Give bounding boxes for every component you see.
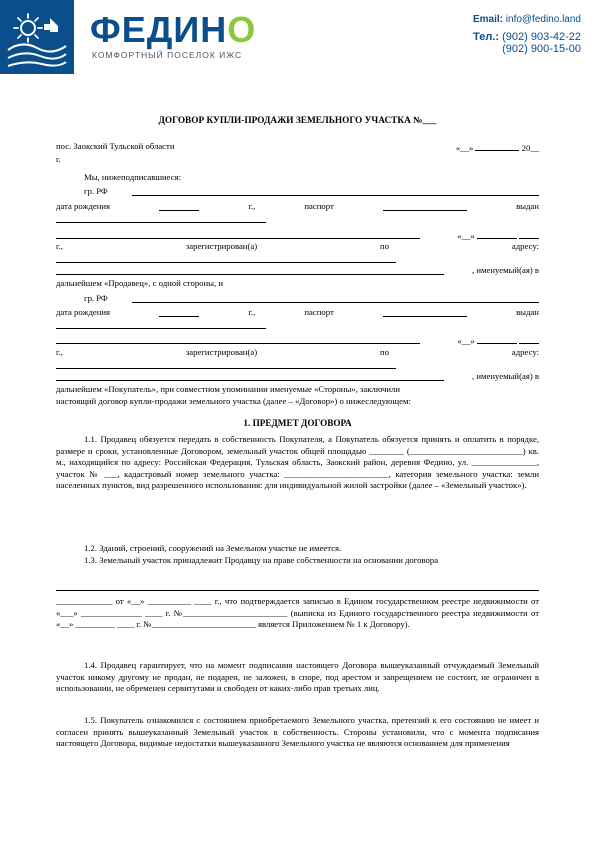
seller-address-underline bbox=[56, 262, 396, 263]
buyer-issued-date-line: «__» bbox=[56, 334, 539, 347]
seller-issued-underline bbox=[56, 222, 266, 223]
intro-we: Мы, нижеподписавшиеся: bbox=[84, 172, 182, 182]
clause-1-3-underline bbox=[56, 590, 539, 591]
brand-tagline: КОМФОРТНЫЙ ПОСЕЛОК ИЖС bbox=[92, 50, 243, 60]
date-text: «__» 20__ bbox=[455, 143, 539, 153]
seller-dob-line: дата рождения г., паспорт выдан bbox=[56, 201, 539, 211]
place-date-line bbox=[56, 141, 539, 154]
clause-1-2: 1.2. Зданий, строений, сооружений на Земельном участке не имеется. bbox=[84, 543, 342, 553]
phone-1[interactable]: (902) 903-42-22 bbox=[502, 31, 581, 43]
phone-2[interactable]: (902) 900-15-00 bbox=[502, 42, 581, 55]
buyer-named-line: , именуемый(ая) в bbox=[56, 371, 539, 382]
clause-1-5: 1.5. Покупатель ознакомился с состоянием приобретаемого Земельного участка, претензий к его состоянию не имеет и согласен принять вышеуказанный Земельный участок в собственность. Стороны установили, что с момента подписания настоящего Договора, видимые недостатки вышеуказанного Земельного участка не являются основанием для применения bbox=[56, 715, 539, 749]
seller-citizen-line: гр. РФ bbox=[84, 186, 539, 197]
brand-name: ФЕДИНО bbox=[90, 9, 257, 50]
seller-issued-date-line: «__» bbox=[56, 229, 539, 242]
buyer-dob-line: дата рождения г., паспорт выдан bbox=[56, 307, 539, 317]
clause-1-3: 1.3. Земельный участок принадлежит Продавцу на праве собственности на основании договора bbox=[84, 555, 439, 565]
phone-block: Тел.: (902) 903-42-22 (902) 900-15-00 bbox=[473, 31, 581, 55]
buyer-registered-line: г., зарегистрирован(а) по адресу: bbox=[56, 347, 539, 357]
logo-icon bbox=[0, 0, 74, 74]
seller-named-line: , именуемый(ая) в bbox=[56, 265, 539, 276]
clause-1-4: 1.4. Продавец гарантирует, что на момент подписания настоящего Договора вышеуказанный отчуждаемый Земельный участок никому другому не продан, не подарен, не заложен, в споре, под арестом и запрещением не состоит, не ограничен в использовании, не обременен сервитутами и свободен от каких-либо прав третьих лиц. bbox=[56, 660, 539, 694]
seller-role-text: дальнейшем «Продавец», с одной стороны, и bbox=[56, 278, 223, 288]
city-g: г. bbox=[56, 154, 61, 164]
buyer-role-text-1: дальнейшем «Покупатель», при совместном упоминании именуемые «Стороны», заключили bbox=[56, 384, 400, 394]
seller-registered-line: г., зарегистрирован(а) по адресу: bbox=[56, 241, 539, 251]
buyer-role-text-2: настоящий договор купли-продажи земельного участка (далее – «Договор») о нижеследующем: bbox=[56, 396, 411, 406]
clause-1-1: 1.1. Продавец обязуется передать в собственность Покупателя, а Покупатель обязуется принять и оплатить в порядке, размере и сроки, установленные Договором, земельный участок общей площадью ________ (__________________________) кв. м., находящийся по адресу: Российская Федерация, Тульская область, Заокский район, деревня Федино, ул. _______________, участок № ___, кадастровый номер земельного участка: ________________________, категория земельного участка: земли населенных пунктов, вид разрешенного использования: для индивидуальной жилой застройки (далее – «Земельный участок»). bbox=[56, 434, 539, 491]
contact-block bbox=[473, 14, 581, 55]
email-link[interactable]: info@fedino.land bbox=[505, 14, 581, 25]
section-1-heading: 1. ПРЕДМЕТ ДОГОВОРА bbox=[243, 418, 352, 428]
email-line: Email: info@fedino.land bbox=[472, 14, 581, 25]
buyer-citizen-line: гр. РФ bbox=[84, 293, 539, 304]
place-text: пос. Заокский Тульской области bbox=[56, 141, 175, 151]
clause-1-3-continued: _____________ от «__» __________ ____ г., что подтверждается записью в Едином государственном реестре недвижимости от «___» ______________ ____ г. №________________________ (выписка из Единого государственного реестра недвижимости от «__» _________ ____ г. №________________________ является Приложением № 1 к Договору). bbox=[56, 596, 539, 630]
buyer-address-underline bbox=[56, 368, 396, 369]
document-title: ДОГОВОР КУПЛИ-ПРОДАЖИ ЗЕМЕЛЬНОГО УЧАСТКА №___ bbox=[158, 116, 437, 126]
buyer-issued-underline bbox=[56, 328, 266, 329]
logo-emblem-icon bbox=[0, 0, 74, 74]
